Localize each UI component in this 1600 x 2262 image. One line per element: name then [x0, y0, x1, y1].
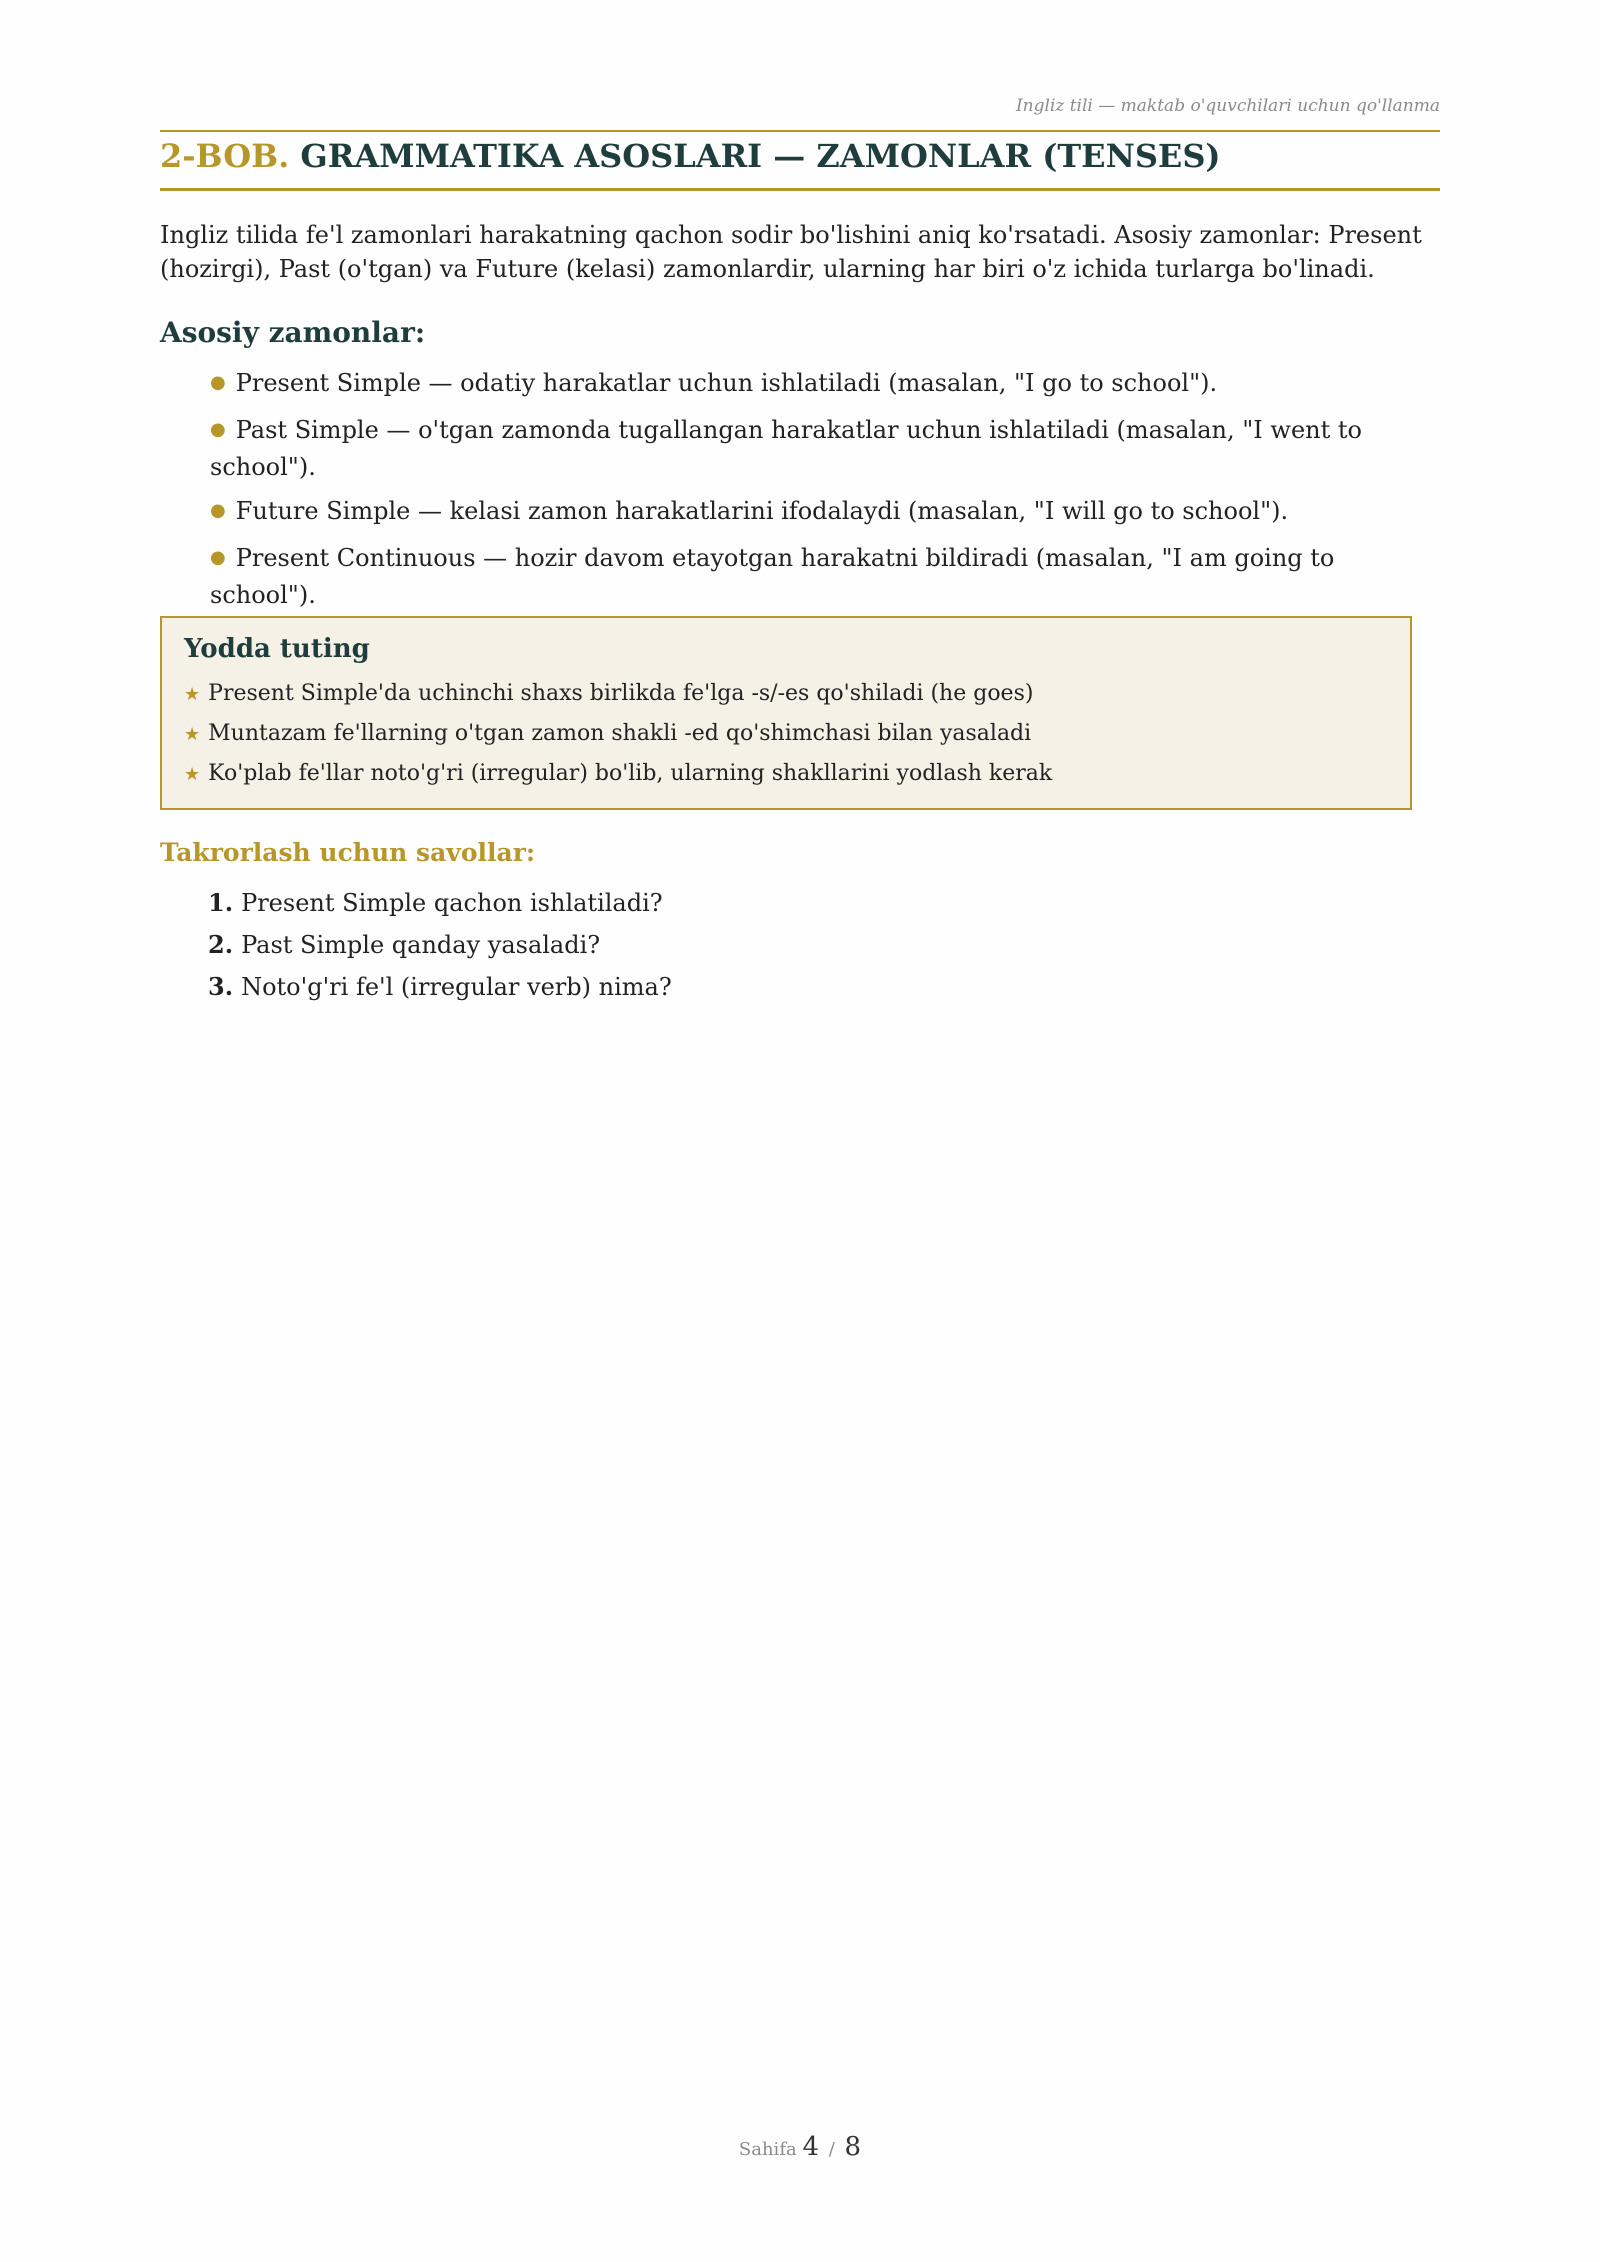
page-footer — [160, 2132, 1440, 2162]
intro-paragraph: Ingliz tilida fe'l zamonlari harakatning qachon sodir bo'lishini aniq ko'rsatadi. Asosiy zamonlar: Present (hozirgi), Past (o'tgan) va Future (kelasi) zamonlardir, ularning har biri o'z ichida turlarga bo'linadi. — [160, 221, 1422, 283]
header-rule — [160, 130, 1440, 132]
note-list — [184, 680, 1388, 789]
question-number: 3. — [208, 972, 234, 1001]
list-item: 2. Past Simple qanday yasaladi? — [208, 930, 601, 959]
bullet-icon: ● — [210, 372, 226, 393]
main-tenses-list — [210, 366, 1430, 622]
running-header: Ingliz tili — maktab o'quvchilari uchun qo'llanma — [1015, 96, 1440, 116]
main-tenses-heading: Asosiy zamonlar: — [160, 316, 426, 349]
list-item: ● Present Simple — odatiy harakatlar uchun ishlatiladi (masalan, "I go to school"). — [210, 366, 1430, 403]
chapter-number: 2-BOB. — [160, 137, 290, 175]
bullet-icon: ● — [210, 547, 226, 568]
bullet-icon: ● — [210, 419, 226, 440]
total-page-count: 8 — [844, 2132, 862, 2162]
star-icon: ★ — [184, 724, 201, 745]
review-questions-list — [208, 886, 672, 1012]
document-page — [160, 0, 1440, 2262]
page-separator: / — [828, 2139, 835, 2160]
question-number: 1. — [208, 888, 234, 917]
list-item: ● Future Simple — kelasi zamon harakatlarini ifodalaydi (masalan, "I will go to school"). — [210, 494, 1430, 531]
list-item: ● Past Simple — o'tgan zamonda tugallangan harakatlar uchun ishlatiladi (masalan, "I went to school"). — [210, 413, 1430, 484]
current-page-number: 4 — [802, 2132, 819, 2162]
chapter-title — [160, 134, 1440, 178]
list-item: ● Present Continuous — hozir davom etayotgan harakatni bildiradi (masalan, "I am going to school"). — [210, 541, 1430, 612]
list-item: 1. Present Simple qachon ishlatiladi? — [208, 888, 663, 917]
note-box — [160, 616, 1412, 810]
list-item: ★ Ko'plab fe'llar noto'g'ri (irregular) bo'lib, ularning shakllarini yodlash kerak — [184, 760, 1388, 789]
title-rule — [160, 188, 1440, 191]
note-title: Yodda tuting — [184, 634, 370, 664]
list-item: ★ Muntazam fe'llarning o'tgan zamon shakli -ed qo'shimchasi bilan yasaladi — [184, 720, 1388, 749]
chapter-title-text: GRAMMATIKA ASOSLARI — ZAMONLAR (TENSES) — [300, 137, 1221, 175]
list-item: ★ Present Simple'da uchinchi shaxs birlikda fe'lga -s/-es qo'shiladi (he goes) — [184, 680, 1388, 709]
page-label: Sahifa — [738, 2139, 797, 2160]
question-number: 2. — [208, 930, 234, 959]
list-item: 3. Noto'g'ri fe'l (irregular verb) nima? — [208, 972, 672, 1001]
star-icon: ★ — [184, 684, 201, 705]
review-heading: Takrorlash uchun savollar: — [160, 838, 536, 867]
star-icon: ★ — [184, 764, 201, 785]
bullet-icon: ● — [210, 500, 226, 521]
